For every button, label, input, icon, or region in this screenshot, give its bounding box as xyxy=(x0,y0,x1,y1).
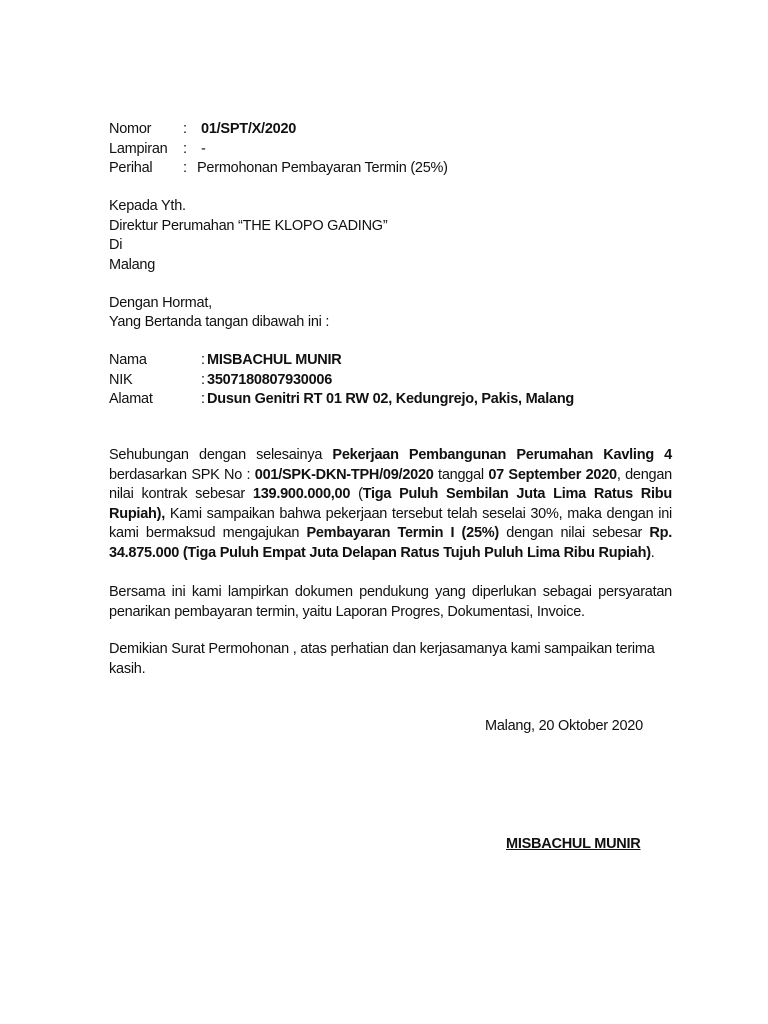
perihal-colon: : xyxy=(183,160,188,176)
body1-bold-3: 07 September 2020 xyxy=(488,466,617,483)
recipient-line-4: Malang xyxy=(109,257,156,273)
body1-text-5: ( xyxy=(350,486,363,502)
nama-colon: : xyxy=(201,352,206,368)
body1-text-2: berdasarkan SPK No : xyxy=(109,466,255,483)
alamat-label: Alamat xyxy=(109,391,153,407)
perihal-value: Permohonan Pembayaran Termin (25%) xyxy=(197,160,448,176)
body1-text-1: Sehubungan dengan selesainya xyxy=(109,447,333,463)
greeting-line-1: Dengan Hormat, xyxy=(109,295,212,311)
recipient-line-2: Direktur Perumahan “THE KLOPO GADING” xyxy=(109,218,388,234)
recipient-line-1: Kepada Yth. xyxy=(109,198,186,214)
nomor-value: 01/SPT/X/2020 xyxy=(201,121,297,137)
body1-bold-5: Tiga Puluh Sembilan Juta Lima Ratus Ribu Rupiah), xyxy=(109,486,673,522)
body1-text-7: dengan nilai sebesar xyxy=(499,525,650,541)
lampiran-label: Lampiran xyxy=(109,141,168,157)
body-paragraph-3: Demikian Surat Permohonan , atas perhatian dan kerjasamanya kami sampaikan terima kasih. xyxy=(109,641,655,677)
nik-label: NIK xyxy=(109,372,133,388)
body-paragraph-1 xyxy=(109,446,672,563)
lampiran-value: - xyxy=(201,141,206,157)
body-paragraph-2: Bersama ini kami lampirkan dokumen pendukung yang diperlukan sebagai persyaratan penarikan pembayaran termin, yaitu Laporan Progres, Dokumentasi, Invoice. xyxy=(109,584,672,620)
body1-bold-7: Rp. 34.875.000 (Tiga Puluh Empat Juta Delapan Ratus Tujuh Puluh Lima Ribu Rupiah) xyxy=(109,525,672,561)
nomor-label: Nomor xyxy=(109,121,152,137)
nomor-colon: : xyxy=(183,121,188,137)
nama-label: Nama xyxy=(109,352,147,368)
body1-text-8: . xyxy=(650,544,655,561)
perihal-label: Perihal xyxy=(109,160,153,176)
body1-text-6: Kami sampaikan bahwa pekerjaan tersebut telah seselai 30%, maka dengan ini kami bermaksud mengajukan xyxy=(109,505,672,541)
greeting-line-2: Yang Bertanda tangan dibawah ini : xyxy=(109,314,330,330)
signatory-name: MISBACHUL MUNIR xyxy=(506,836,641,852)
lampiran-colon: : xyxy=(183,141,188,157)
nik-colon: : xyxy=(201,372,206,388)
body1-bold-2: 001/SPK-DKN-TPH/09/2020 xyxy=(254,466,434,483)
nik-value: 3507180807930006 xyxy=(207,372,333,388)
body1-text-3: tanggal xyxy=(433,466,489,483)
alamat-colon: : xyxy=(201,391,206,407)
alamat-value: Dusun Genitri RT 01 RW 02, Kedungrejo, Pakis, Malang xyxy=(207,391,575,407)
body1-text-4: , dengan nilai kontrak sebesar xyxy=(109,466,672,502)
body1-bold-4: 139.900.000,00 xyxy=(252,486,351,502)
place-date: Malang, 20 Oktober 2020 xyxy=(485,718,643,734)
body1-bold-1: Pekerjaan Pembangunan Perumahan Kavling 4 xyxy=(332,447,672,463)
recipient-line-3: Di xyxy=(109,237,123,253)
body1-bold-6: Pembayaran Termin I (25%) xyxy=(306,525,499,541)
nama-value: MISBACHUL MUNIR xyxy=(207,352,342,368)
